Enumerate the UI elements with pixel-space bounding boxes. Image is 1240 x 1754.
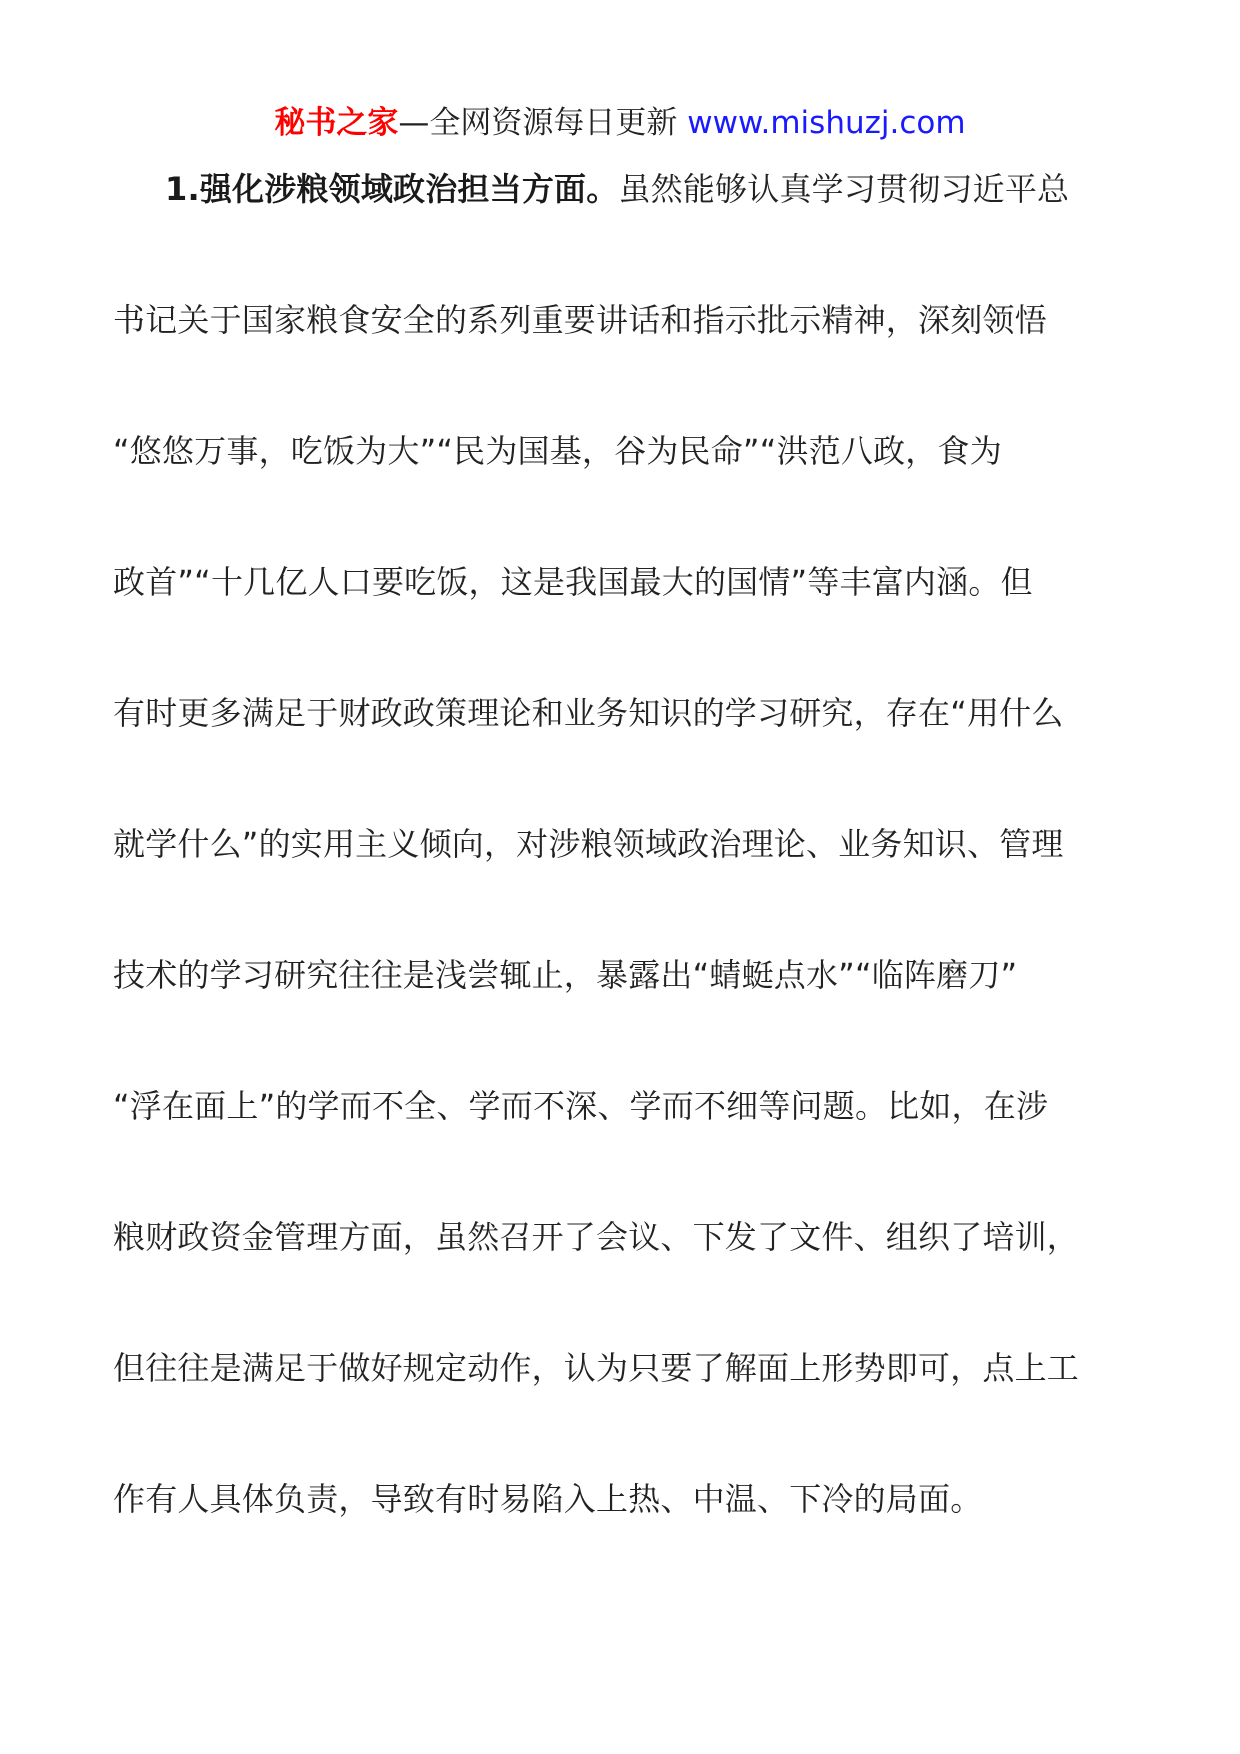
site-slogan: —全网资源每日更新 xyxy=(398,105,678,141)
site-name: 秘书之家 xyxy=(274,105,399,141)
site-url-link[interactable]: www.mishuzj.com xyxy=(687,105,966,141)
paragraph-line-6: 就学什么”的实用主义倾向，对涉粮领域政治理论、业务知识、管理 xyxy=(113,825,1064,863)
paragraph-line-4: 政首”“十几亿人口要吃饭，这是我国最大的国情”等丰富内涵。但 xyxy=(113,563,1033,601)
paragraph-line-10: 但往往是满足于做好规定动作，认为只要了解面上形势即可，点上工 xyxy=(113,1349,1080,1387)
paragraph-line-9: 粮财政资金管理方面，虽然召开了会议、下发了文件、组织了培训， xyxy=(113,1218,1080,1256)
paragraph-line-8: “浮在面上”的学而不全、学而不深、学而不细等问题。比如，在涉 xyxy=(113,1087,1049,1125)
page-header xyxy=(0,101,1240,145)
paragraph-line-7: 技术的学习研究往往是浅尝辄止，暴露出“蜻蜓点水”“临阵磨刀” xyxy=(113,956,1018,994)
paragraph-line-1 xyxy=(165,166,1185,212)
paragraph-line-3: “悠悠万事，吃饭为大”“民为国基，谷为民命”“洪范八政，食为 xyxy=(113,432,1002,470)
paragraph-text: 虽然能够认真学习贯彻习近平总 xyxy=(618,170,1070,208)
paragraph-line-11: 作有人具体负责，导致有时易陷入上热、中温、下冷的局面。 xyxy=(113,1480,983,1518)
section-heading: 1.强化涉粮领域政治担当方面。 xyxy=(165,170,619,208)
paragraph-line-5: 有时更多满足于财政政策理论和业务知识的学习研究，存在“用什么 xyxy=(113,694,1064,732)
paragraph-line-2: 书记关于国家粮食安全的系列重要讲话和指示批示精神，深刻领悟 xyxy=(113,301,1047,339)
